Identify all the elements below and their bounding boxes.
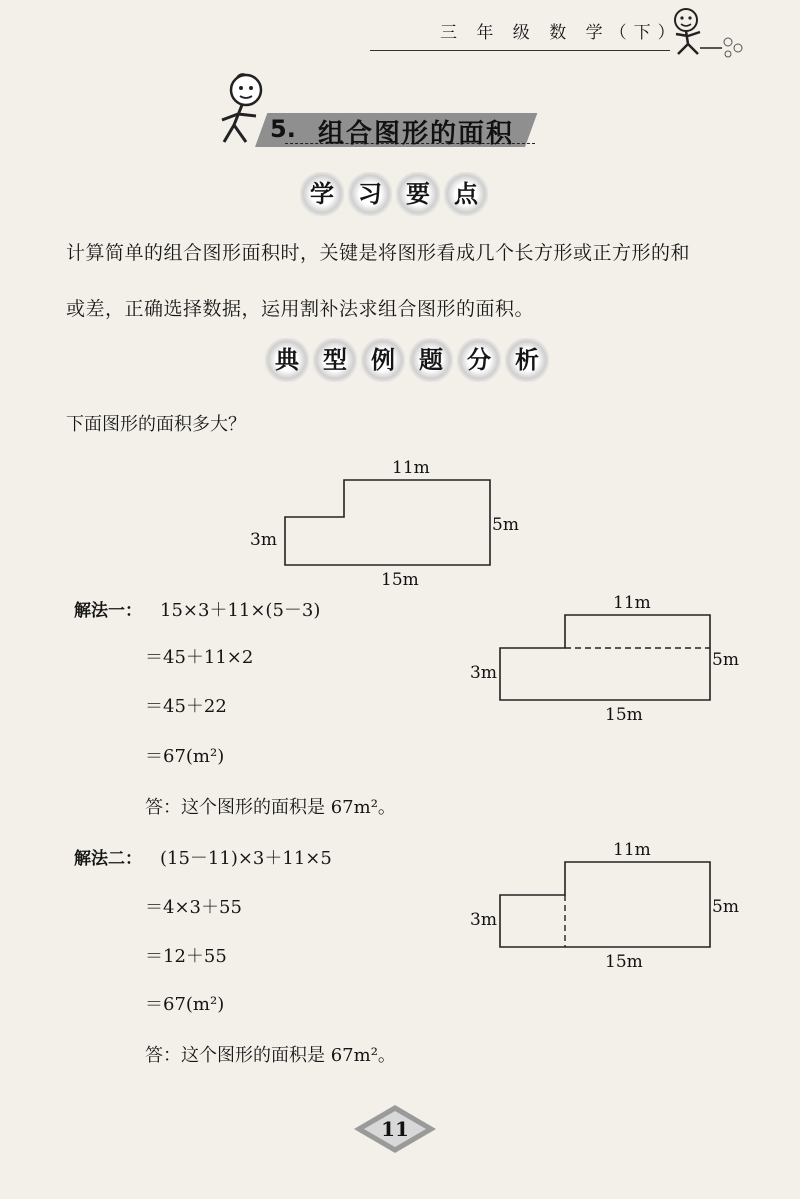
solution-step: ＝4×3＋55 (145, 897, 242, 918)
intro-paragraph-line: 计算简单的组合图形面积时，关键是将图形看成几个长方形或正方形的和 (66, 242, 691, 264)
label-left: 3m (250, 530, 277, 550)
heading-char: 例 (361, 338, 405, 382)
label-top: 11m (613, 840, 651, 860)
label-bottom: 15m (605, 705, 643, 725)
study-points-heading (300, 172, 488, 216)
label-left: 3m (470, 663, 497, 683)
heading-char: 典 (265, 338, 309, 382)
heading-char: 点 (444, 172, 488, 216)
chapter-title: 组合图形的面积 (318, 119, 515, 149)
solution-step: ＝45＋11×2 (145, 647, 254, 668)
page-number: 11 (381, 1117, 409, 1141)
label-right: 5m (712, 650, 739, 670)
solution1-label: 解法一： (74, 601, 142, 621)
heading-char: 析 (505, 338, 549, 382)
heading-char: 学 (300, 172, 344, 216)
example-analysis-heading (265, 338, 549, 382)
l-shape-outline (285, 480, 490, 565)
label-left: 3m (470, 910, 497, 930)
intro-paragraph-line: 或差，正确选择数据，运用割补法求组合图形的面积。 (66, 298, 535, 320)
composite-shape-figure (240, 455, 530, 595)
answer-text: 答：这个图形的面积是 67m²。 (145, 797, 396, 818)
heading-char: 分 (457, 338, 501, 382)
solution-step: ＝67(m²) (145, 746, 225, 767)
page-number-badge (352, 1103, 438, 1155)
label-top: 11m (392, 458, 430, 478)
solution-step: ＝67(m²) (145, 994, 225, 1015)
vertical-split-figure (465, 835, 745, 975)
header-rule (370, 50, 670, 51)
chapter-number: 5. (270, 115, 296, 143)
solution-step: 15×3＋11×(5－3) (160, 600, 321, 621)
heading-char: 题 (409, 338, 453, 382)
solution-step: ＝12＋55 (145, 946, 227, 967)
label-bottom: 15m (605, 952, 643, 972)
book-header-title: 三 年 级 数 学（下） (440, 23, 682, 43)
label-right: 5m (492, 515, 519, 535)
solution2-label: 解法二： (74, 849, 142, 869)
running-child-icon (662, 4, 772, 59)
solution-step: (15－11)×3＋11×5 (160, 848, 332, 869)
heading-char: 习 (348, 172, 392, 216)
question-text: 下面图形的面积多大？ (66, 414, 246, 435)
l-shape-outline (500, 615, 710, 700)
label-bottom: 15m (381, 570, 419, 590)
label-top: 11m (613, 593, 651, 613)
heading-char: 型 (313, 338, 357, 382)
heading-char: 要 (396, 172, 440, 216)
solution-step: ＝45＋22 (145, 696, 227, 717)
answer-text: 答：这个图形的面积是 67m²。 (145, 1045, 396, 1066)
label-right: 5m (712, 897, 739, 917)
l-shape-outline (500, 862, 710, 947)
horizontal-split-figure (465, 588, 745, 728)
